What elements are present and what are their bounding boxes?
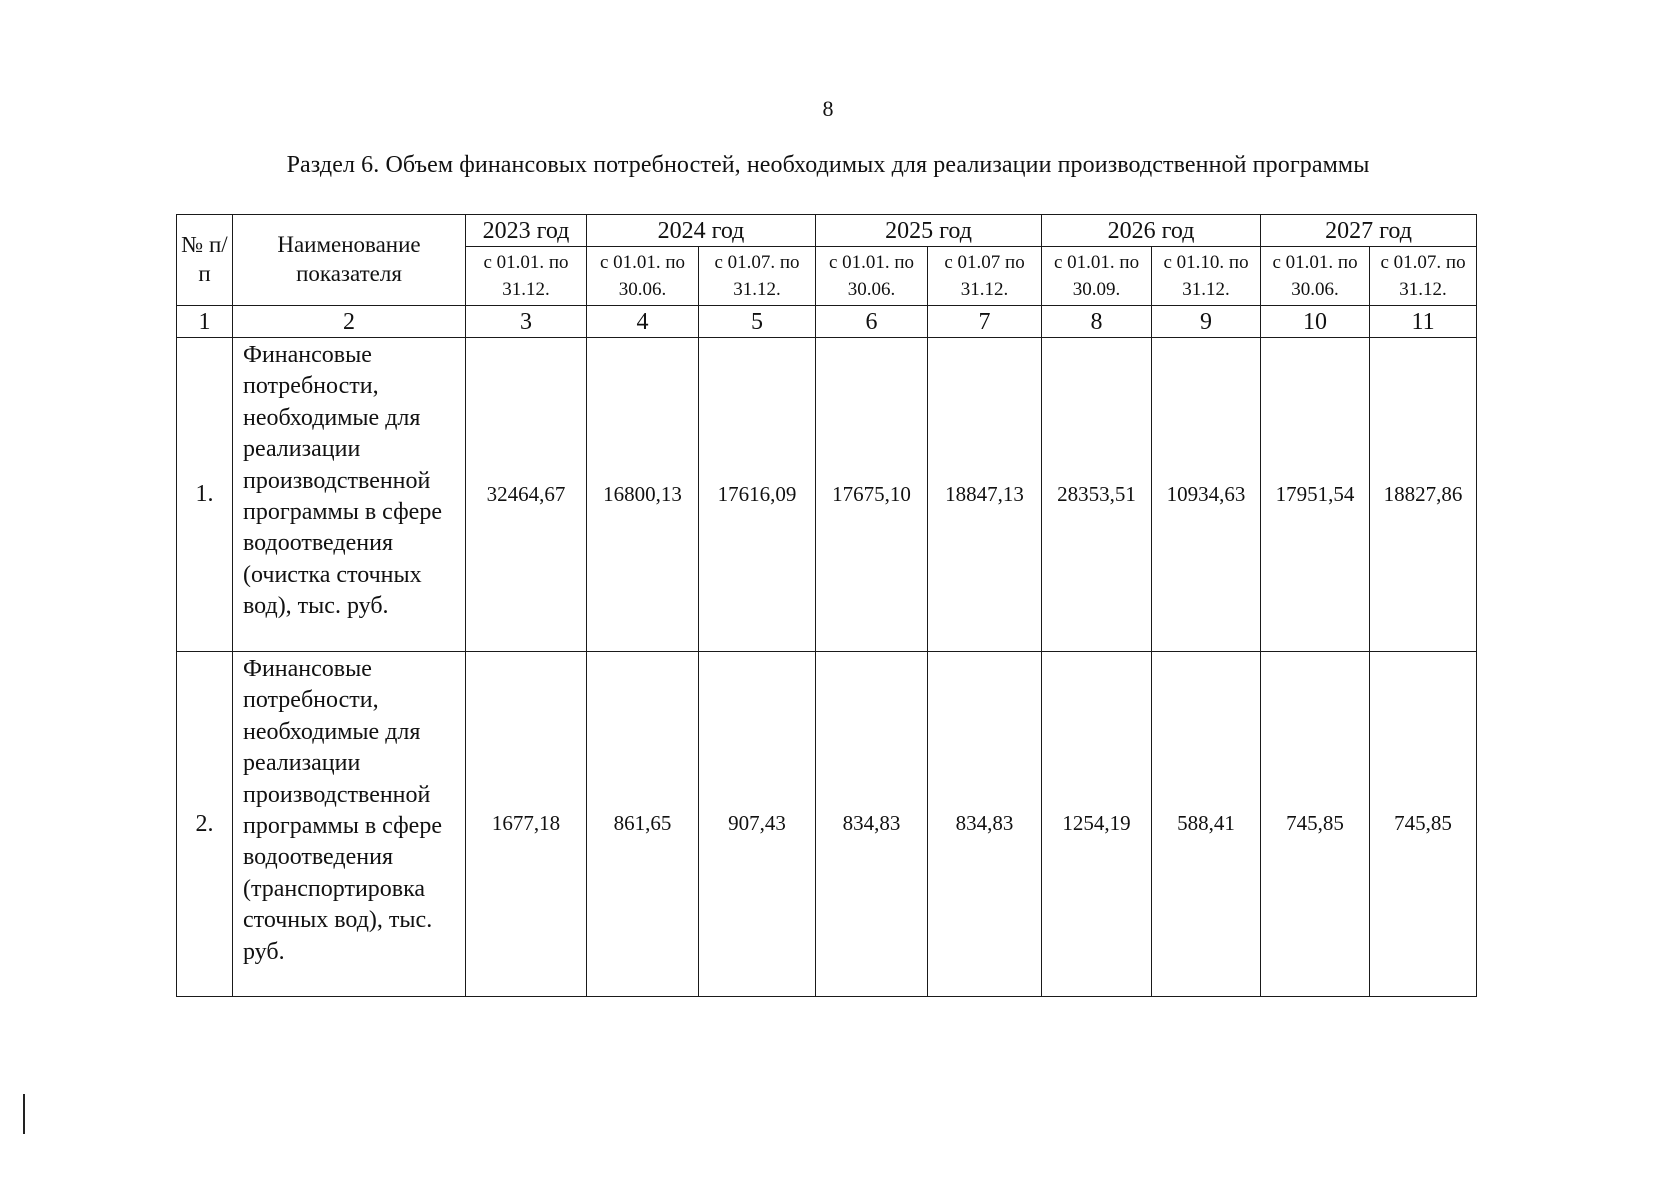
header-year-row [177, 215, 1477, 247]
section-title: Раздел 6. Объем финансовых потребностей, необходимых для реализации производственной программы [286, 152, 1370, 178]
value-cell: 32464,67 [466, 338, 587, 652]
column-number: 2 [233, 306, 466, 338]
year-2027-header: 2027 год [1261, 215, 1477, 247]
row-indicator-name: Финансовые потребности, необходимые для реализации производственной программы в сфере водоотведения (очистка сточных вод), тыс. руб. [233, 338, 466, 652]
period-header: с 01.01. по 30.06. [587, 247, 699, 306]
value-cell: 834,83 [928, 652, 1042, 997]
column-number: 5 [699, 306, 816, 338]
value-cell: 18827,86 [1370, 338, 1477, 652]
financial-needs-table [176, 214, 1477, 997]
period-header: с 01.01. по 31.12. [466, 247, 587, 306]
value-cell: 588,41 [1152, 652, 1261, 997]
row-indicator-name: Финансовые потребности, необходимые для реализации производственной программы в сфере водоотведения (транспортировка сточных вод), тыс. руб. [233, 652, 466, 997]
value-cell: 1677,18 [466, 652, 587, 997]
period-header: с 01.07. по 31.12. [1370, 247, 1477, 306]
value-cell: 10934,63 [1152, 338, 1261, 652]
column-number: 3 [466, 306, 587, 338]
value-cell: 745,85 [1370, 652, 1477, 997]
period-header: с 01.07 по 31.12. [928, 247, 1042, 306]
value-cell: 17616,09 [699, 338, 816, 652]
year-2024-header: 2024 год [587, 215, 816, 247]
value-cell: 861,65 [587, 652, 699, 997]
year-2023-header: 2023 год [466, 215, 587, 247]
column-number: 1 [177, 306, 233, 338]
row-number: 1. [177, 338, 233, 652]
column-number: 8 [1042, 306, 1152, 338]
header-name-label: Наименование показателя [277, 232, 421, 286]
table-row [177, 338, 1477, 652]
column-number: 9 [1152, 306, 1261, 338]
value-cell: 834,83 [816, 652, 928, 997]
value-cell: 907,43 [699, 652, 816, 997]
value-cell: 16800,13 [587, 338, 699, 652]
column-number: 4 [587, 306, 699, 338]
header-name-cell [233, 215, 466, 306]
page-number: 8 [822, 96, 834, 121]
value-cell: 18847,13 [928, 338, 1042, 652]
period-header: с 01.07. по 31.12. [699, 247, 816, 306]
period-header: с 01.10. по 31.12. [1152, 247, 1261, 306]
header-num-label: № п/п [181, 232, 228, 286]
period-header: с 01.01. по 30.06. [1261, 247, 1370, 306]
row-number: 2. [177, 652, 233, 997]
value-cell: 745,85 [1261, 652, 1370, 997]
year-2026-header: 2026 год [1042, 215, 1261, 247]
column-number: 10 [1261, 306, 1370, 338]
column-number: 6 [816, 306, 928, 338]
header-num-cell [177, 215, 233, 306]
table-row [177, 652, 1477, 997]
period-header: с 01.01. по 30.06. [816, 247, 928, 306]
value-cell: 1254,19 [1042, 652, 1152, 997]
year-2025-header: 2025 год [816, 215, 1042, 247]
value-cell: 28353,51 [1042, 338, 1152, 652]
margin-mark [23, 1094, 25, 1134]
column-number-row [177, 306, 1477, 338]
column-number: 7 [928, 306, 1042, 338]
value-cell: 17675,10 [816, 338, 928, 652]
column-number: 11 [1370, 306, 1477, 338]
period-header: с 01.01. по 30.09. [1042, 247, 1152, 306]
value-cell: 17951,54 [1261, 338, 1370, 652]
